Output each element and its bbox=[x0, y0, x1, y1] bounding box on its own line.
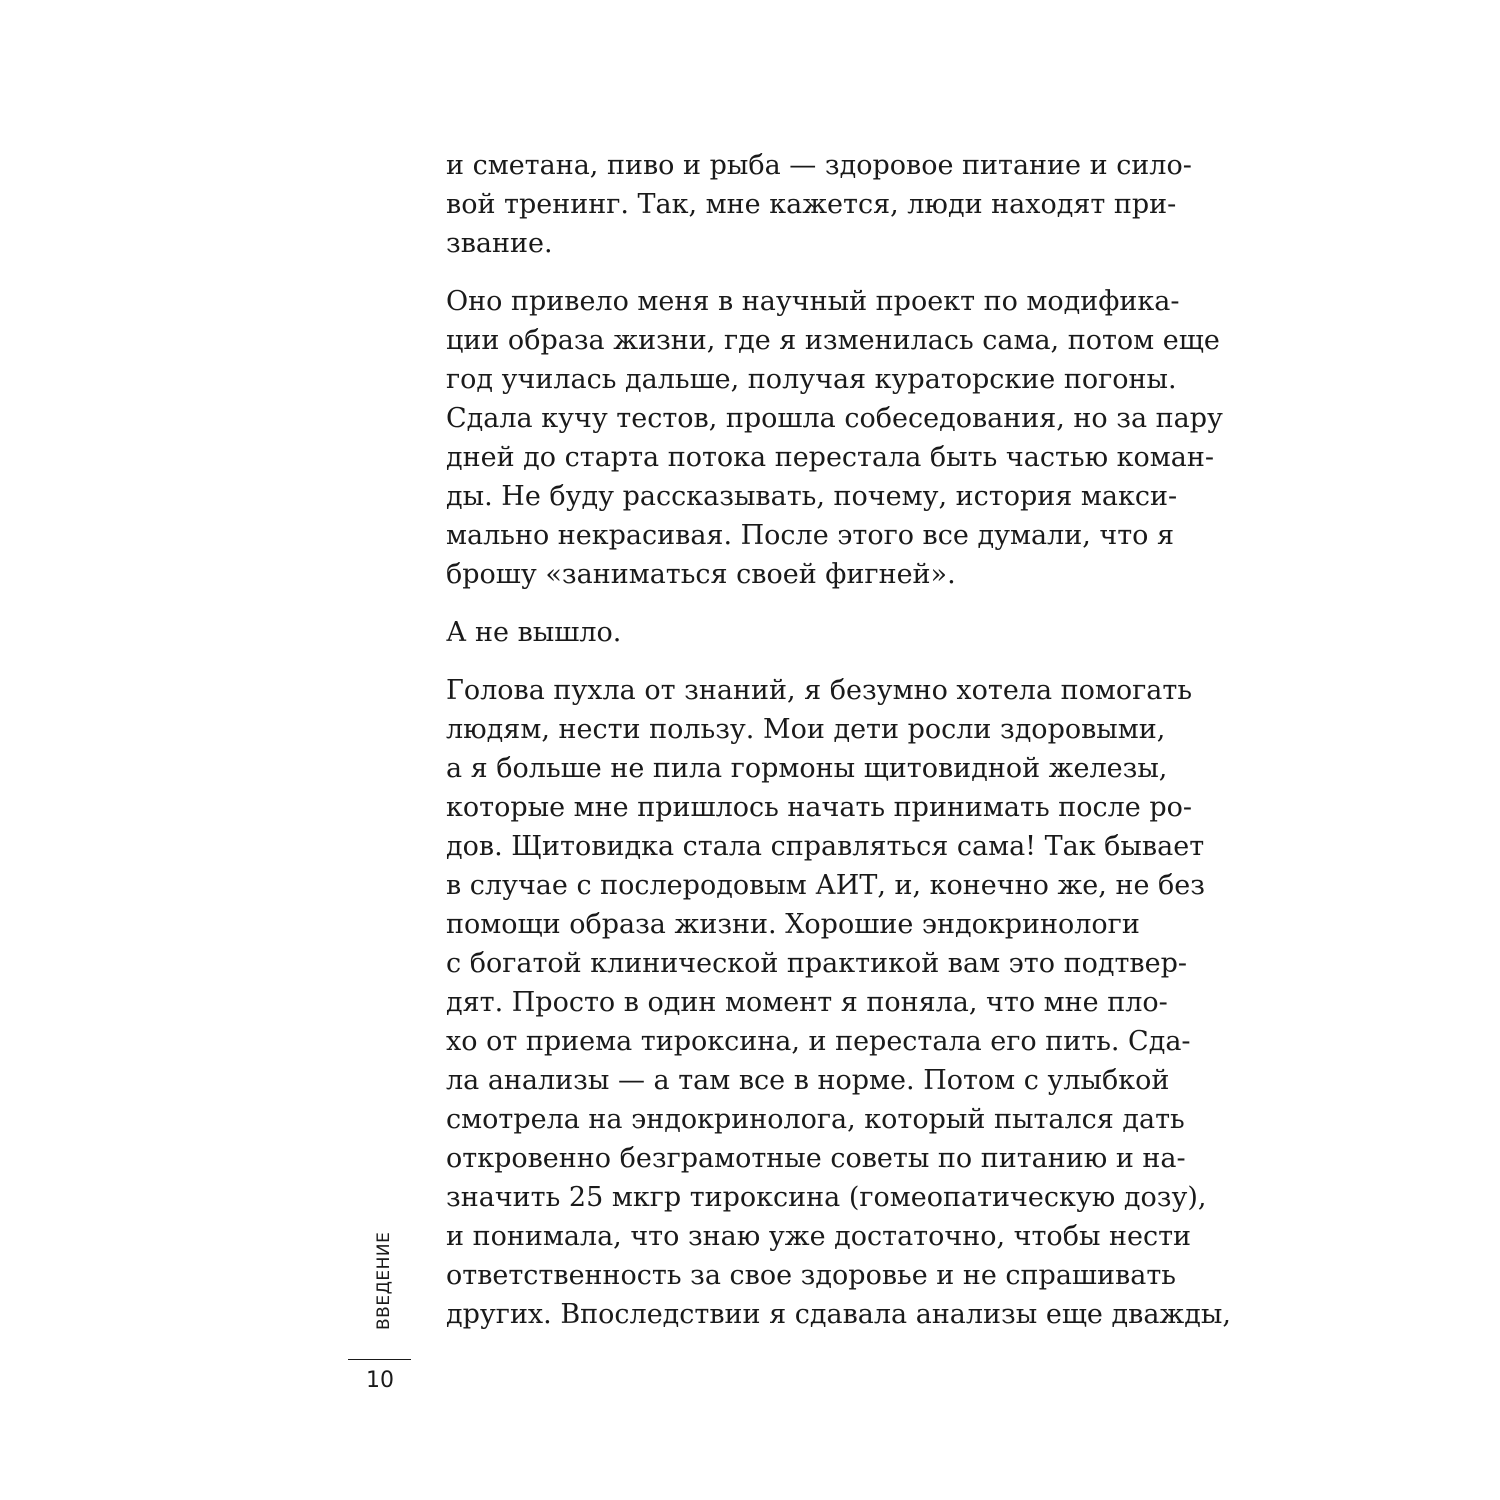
paragraph-spacer bbox=[446, 652, 1130, 671]
text-line: с богатой клинической практикой вам это подтвер- bbox=[446, 948, 1187, 979]
text-line: других. Впоследствии я сдавала анализы еще дважды, bbox=[446, 1299, 1231, 1330]
text-line: звание. bbox=[446, 228, 553, 259]
text-line: А не вышло. bbox=[446, 617, 622, 648]
running-head-label: ВВЕДЕНИЕ bbox=[374, 1231, 394, 1330]
text-line: людям, нести пользу. Мои дети росли здоровыми, bbox=[446, 714, 1166, 745]
text-line: ла анализы — а там все в норме. Потом с улыбкой bbox=[446, 1065, 1170, 1096]
text-line: дов. Щитовидка стала справляться сама! Так бывает bbox=[446, 831, 1205, 862]
paragraph-1 bbox=[446, 146, 1192, 263]
text-line: и понимала, что знаю уже достаточно, чтобы нести bbox=[446, 1221, 1192, 1252]
text-line: Голова пухла от знаний, я безумно хотела помогать bbox=[446, 675, 1193, 706]
text-line: и сметана, пиво и рыба — здоровое питание и сило- bbox=[446, 150, 1192, 181]
text-line: смотрела на эндокринолога, который пытался дать bbox=[446, 1104, 1185, 1135]
paragraph-3 bbox=[446, 613, 1130, 652]
text-line: которые мне пришлось начать принимать после ро- bbox=[446, 792, 1192, 823]
folio-rule bbox=[348, 1359, 411, 1360]
text-line: ответственность за свое здоровье и не спрашивать bbox=[446, 1260, 1176, 1291]
text-line: в случае с послеродовым АИТ, и, конечно же, не без bbox=[446, 870, 1205, 901]
text-line: хо от приема тироксина, и перестала его пить. Сда- bbox=[446, 1026, 1191, 1057]
text-line: Оно привело меня в научный проект по модифика- bbox=[446, 286, 1180, 317]
paragraph-spacer bbox=[446, 263, 1130, 282]
text-line: мально некрасивая. После этого все думали, что я bbox=[446, 520, 1175, 551]
page-number: 10 bbox=[366, 1368, 394, 1393]
text-line: а я больше не пила гормоны щитовидной железы, bbox=[446, 753, 1168, 784]
paragraph-2 bbox=[446, 282, 1223, 594]
text-line: значить 25 мкгр тироксина (гомеопатическую дозу), bbox=[446, 1182, 1207, 1213]
body-text bbox=[446, 146, 1231, 1334]
paragraph-4 bbox=[446, 671, 1231, 1334]
text-line: Сдала кучу тестов, прошла собеседования, но за пару bbox=[446, 403, 1223, 434]
text-line: откровенно безграмотные советы по питанию и на- bbox=[446, 1143, 1186, 1174]
text-line: ды. Не буду рассказывать, почему, история макси- bbox=[446, 481, 1178, 512]
paragraph-spacer bbox=[446, 594, 1130, 613]
text-line: дней до старта потока перестала быть частью коман- bbox=[446, 442, 1215, 473]
text-line: вой тренинг. Так, мне кажется, люди находят при- bbox=[446, 189, 1177, 220]
text-line: ции образа жизни, где я изменилась сама, потом еще bbox=[446, 325, 1220, 356]
text-line: дят. Просто в один момент я поняла, что мне пло- bbox=[446, 987, 1168, 1018]
text-line: помощи образа жизни. Хорошие эндокринологи bbox=[446, 909, 1140, 940]
running-head bbox=[374, 1230, 402, 1330]
text-line: год училась дальше, получая кураторские погоны. bbox=[446, 364, 1177, 395]
text-line: брошу «заниматься своей фигней». bbox=[446, 559, 956, 590]
